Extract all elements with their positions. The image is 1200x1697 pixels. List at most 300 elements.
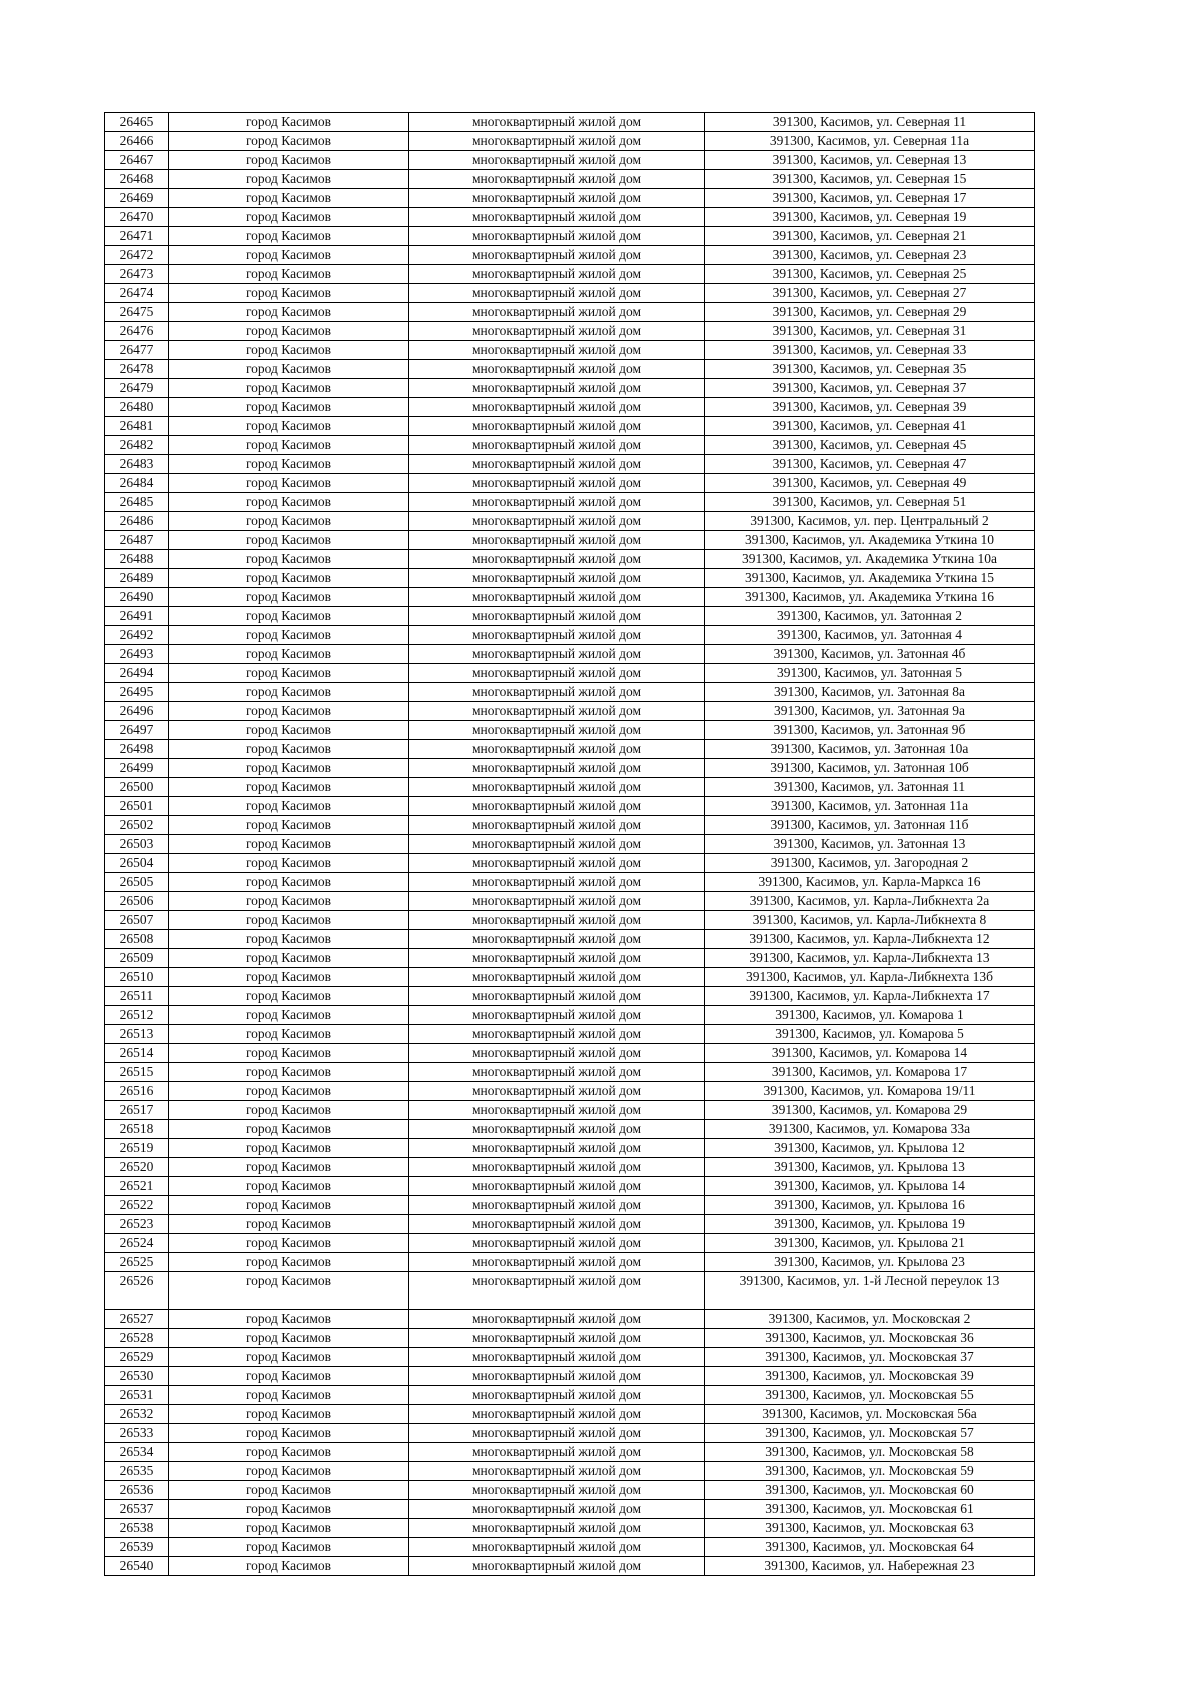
cell-address: 391300, Касимов, ул. Затонная 10а [705,740,1035,759]
cell-locality: город Касимов [169,816,409,835]
cell-number: 26477 [105,341,169,360]
cell-address: 391300, Касимов, ул. Московская 36 [705,1329,1035,1348]
cell-number: 26497 [105,721,169,740]
cell-building-type: многоквартирный жилой дом [409,721,705,740]
table-row [105,493,1035,512]
housing-registry-table [104,112,1035,1576]
cell-building-type: многоквартирный жилой дом [409,1158,705,1177]
cell-number: 26468 [105,170,169,189]
cell-building-type: многоквартирный жилой дом [409,189,705,208]
cell-address: 391300, Касимов, ул. Крылова 16 [705,1196,1035,1215]
table-row [105,1557,1035,1576]
cell-number: 26510 [105,968,169,987]
cell-number: 26517 [105,1101,169,1120]
cell-locality: город Касимов [169,1177,409,1196]
cell-address: 391300, Касимов, ул. Московская 37 [705,1348,1035,1367]
cell-address: 391300, Касимов, ул. Карла-Маркса 16 [705,873,1035,892]
cell-locality: город Касимов [169,607,409,626]
cell-number: 26476 [105,322,169,341]
cell-number: 26474 [105,284,169,303]
cell-building-type: многоквартирный жилой дом [409,930,705,949]
table-row [105,341,1035,360]
cell-number: 26515 [105,1063,169,1082]
cell-address: 391300, Касимов, ул. Загородная 2 [705,854,1035,873]
cell-building-type: многоквартирный жилой дом [409,645,705,664]
cell-building-type: многоквартирный жилой дом [409,1196,705,1215]
cell-address: 391300, Касимов, ул. Затонная 4б [705,645,1035,664]
cell-number: 26504 [105,854,169,873]
table-row [105,189,1035,208]
table-row [105,208,1035,227]
cell-address: 391300, Касимов, ул. Крылова 12 [705,1139,1035,1158]
table-row [105,1006,1035,1025]
cell-building-type: многоквартирный жилой дом [409,360,705,379]
cell-number: 26529 [105,1348,169,1367]
cell-locality: город Касимов [169,1025,409,1044]
cell-address: 391300, Касимов, ул. Карла-Либкнехта 17 [705,987,1035,1006]
table-row [105,835,1035,854]
table-row [105,322,1035,341]
cell-address: 391300, Касимов, ул. Академика Уткина 15 [705,569,1035,588]
table-row [105,968,1035,987]
table-row [105,227,1035,246]
cell-number: 26539 [105,1538,169,1557]
table-row [105,455,1035,474]
cell-address: 391300, Касимов, ул. Северная 11а [705,132,1035,151]
cell-locality: город Касимов [169,1082,409,1101]
table-row [105,417,1035,436]
cell-building-type: многоквартирный жилой дом [409,322,705,341]
cell-locality: город Касимов [169,113,409,132]
table-row [105,303,1035,322]
cell-locality: город Касимов [169,227,409,246]
table-row [105,1348,1035,1367]
cell-building-type: многоквартирный жилой дом [409,778,705,797]
cell-locality: город Касимов [169,493,409,512]
table-row [105,246,1035,265]
cell-number: 26518 [105,1120,169,1139]
table-row [105,721,1035,740]
cell-building-type: многоквартирный жилой дом [409,987,705,1006]
table-row [105,797,1035,816]
cell-building-type: многоквартирный жилой дом [409,1519,705,1538]
cell-address: 391300, Касимов, ул. Северная 13 [705,151,1035,170]
cell-number: 26511 [105,987,169,1006]
cell-number: 26467 [105,151,169,170]
cell-building-type: многоквартирный жилой дом [409,816,705,835]
cell-building-type: многоквартирный жилой дом [409,1006,705,1025]
cell-locality: город Касимов [169,265,409,284]
cell-address: 391300, Касимов, ул. Московская 39 [705,1367,1035,1386]
cell-address: 391300, Касимов, ул. Карла-Либкнехта 12 [705,930,1035,949]
cell-building-type: многоквартирный жилой дом [409,797,705,816]
table-row [105,645,1035,664]
cell-building-type: многоквартирный жилой дом [409,227,705,246]
cell-building-type: многоквартирный жилой дом [409,1253,705,1272]
cell-building-type: многоквартирный жилой дом [409,873,705,892]
cell-locality: город Касимов [169,1443,409,1462]
cell-building-type: многоквартирный жилой дом [409,607,705,626]
cell-number: 26485 [105,493,169,512]
table-row [105,398,1035,417]
cell-locality: город Касимов [169,930,409,949]
cell-building-type: многоквартирный жилой дом [409,113,705,132]
table-row [105,474,1035,493]
table-row [105,531,1035,550]
cell-building-type: многоквартирный жилой дом [409,1329,705,1348]
table-row [105,512,1035,531]
cell-locality: город Касимов [169,1196,409,1215]
cell-locality: город Касимов [169,721,409,740]
table-row [105,1386,1035,1405]
table-row [105,702,1035,721]
table-row [105,816,1035,835]
table-row [105,379,1035,398]
cell-locality: город Касимов [169,512,409,531]
cell-address: 391300, Касимов, ул. Северная 11 [705,113,1035,132]
cell-number: 26465 [105,113,169,132]
cell-number: 26489 [105,569,169,588]
cell-building-type: многоквартирный жилой дом [409,1139,705,1158]
cell-locality: город Касимов [169,1044,409,1063]
cell-address: 391300, Касимов, ул. Московская 55 [705,1386,1035,1405]
cell-address: 391300, Касимов, ул. Крылова 19 [705,1215,1035,1234]
cell-building-type: многоквартирный жилой дом [409,455,705,474]
cell-address: 391300, Касимов, ул. Комарова 14 [705,1044,1035,1063]
cell-number: 26536 [105,1481,169,1500]
cell-number: 26492 [105,626,169,645]
cell-address: 391300, Касимов, ул. Затонная 10б [705,759,1035,778]
cell-address: 391300, Касимов, ул. Северная 21 [705,227,1035,246]
cell-locality: город Касимов [169,968,409,987]
cell-locality: город Касимов [169,797,409,816]
cell-address: 391300, Касимов, ул. пер. Центральный 2 [705,512,1035,531]
cell-address: 391300, Касимов, ул. Северная 19 [705,208,1035,227]
cell-building-type: многоквартирный жилой дом [409,1234,705,1253]
cell-building-type: многоквартирный жилой дом [409,151,705,170]
cell-address: 391300, Касимов, ул. Московская 64 [705,1538,1035,1557]
cell-number: 26498 [105,740,169,759]
cell-address: 391300, Касимов, ул. Комарова 5 [705,1025,1035,1044]
cell-number: 26516 [105,1082,169,1101]
cell-building-type: многоквартирный жилой дом [409,911,705,930]
cell-building-type: многоквартирный жилой дом [409,759,705,778]
cell-building-type: многоквартирный жилой дом [409,474,705,493]
cell-number: 26531 [105,1386,169,1405]
table-row [105,1139,1035,1158]
cell-address: 391300, Касимов, ул. Северная 35 [705,360,1035,379]
cell-address: 391300, Касимов, ул. Затонная 9а [705,702,1035,721]
cell-building-type: многоквартирный жилой дом [409,417,705,436]
cell-number: 26534 [105,1443,169,1462]
cell-number: 26508 [105,930,169,949]
cell-address: 391300, Касимов, ул. Северная 15 [705,170,1035,189]
cell-building-type: многоквартирный жилой дом [409,892,705,911]
cell-number: 26478 [105,360,169,379]
cell-locality: город Касимов [169,1462,409,1481]
table-row [105,436,1035,455]
cell-locality: город Касимов [169,360,409,379]
cell-building-type: многоквартирный жилой дом [409,436,705,455]
cell-number: 26482 [105,436,169,455]
table-row [105,170,1035,189]
cell-number: 26488 [105,550,169,569]
cell-number: 26503 [105,835,169,854]
table-row [105,1196,1035,1215]
cell-address: 391300, Касимов, ул. Затонная 5 [705,664,1035,683]
cell-locality: город Касимов [169,1272,409,1310]
cell-building-type: многоквартирный жилой дом [409,303,705,322]
cell-number: 26496 [105,702,169,721]
cell-number: 26487 [105,531,169,550]
cell-locality: город Касимов [169,1310,409,1329]
cell-locality: город Касимов [169,1500,409,1519]
cell-building-type: многоквартирный жилой дом [409,1538,705,1557]
cell-number: 26491 [105,607,169,626]
cell-locality: город Касимов [169,1215,409,1234]
cell-number: 26507 [105,911,169,930]
cell-number: 26502 [105,816,169,835]
cell-building-type: многоквартирный жилой дом [409,626,705,645]
cell-number: 26493 [105,645,169,664]
cell-address: 391300, Касимов, ул. Северная 45 [705,436,1035,455]
cell-building-type: многоквартирный жилой дом [409,284,705,303]
cell-number: 26540 [105,1557,169,1576]
cell-locality: город Касимов [169,246,409,265]
cell-address: 391300, Касимов, ул. Северная 23 [705,246,1035,265]
table-row [105,607,1035,626]
table-row [105,1234,1035,1253]
cell-building-type: многоквартирный жилой дом [409,1348,705,1367]
cell-building-type: многоквартирный жилой дом [409,949,705,968]
cell-locality: город Касимов [169,1348,409,1367]
cell-address: 391300, Касимов, ул. Комарова 1 [705,1006,1035,1025]
cell-address: 391300, Касимов, ул. Северная 31 [705,322,1035,341]
cell-address: 391300, Касимов, ул. Затонная 8а [705,683,1035,702]
cell-locality: город Касимов [169,170,409,189]
table-row [105,1500,1035,1519]
cell-building-type: многоквартирный жилой дом [409,683,705,702]
cell-locality: город Касимов [169,455,409,474]
cell-locality: город Касимов [169,398,409,417]
cell-building-type: многоквартирный жилой дом [409,1386,705,1405]
cell-building-type: многоквартирный жилой дом [409,664,705,683]
table-row [105,1177,1035,1196]
cell-building-type: многоквартирный жилой дом [409,1462,705,1481]
cell-number: 26471 [105,227,169,246]
cell-locality: город Касимов [169,1120,409,1139]
cell-locality: город Касимов [169,911,409,930]
cell-building-type: многоквартирный жилой дом [409,398,705,417]
cell-locality: город Касимов [169,1367,409,1386]
cell-number: 26532 [105,1405,169,1424]
cell-locality: город Касимов [169,1557,409,1576]
cell-building-type: многоквартирный жилой дом [409,341,705,360]
cell-locality: город Касимов [169,987,409,1006]
table-row [105,1405,1035,1424]
table-row [105,1063,1035,1082]
cell-address: 391300, Касимов, ул. Карла-Либкнехта 8 [705,911,1035,930]
table-row [105,759,1035,778]
cell-address: 391300, Касимов, ул. Северная 33 [705,341,1035,360]
cell-locality: город Касимов [169,151,409,170]
cell-locality: город Касимов [169,835,409,854]
cell-locality: город Касимов [169,1139,409,1158]
cell-locality: город Касимов [169,1386,409,1405]
cell-building-type: многоквартирный жилой дом [409,379,705,398]
cell-number: 26480 [105,398,169,417]
cell-locality: город Касимов [169,626,409,645]
cell-address: 391300, Касимов, ул. Московская 56а [705,1405,1035,1424]
cell-address: 391300, Касимов, ул. Затонная 4 [705,626,1035,645]
cell-locality: город Касимов [169,303,409,322]
table-row [105,1367,1035,1386]
cell-address: 391300, Касимов, ул. Крылова 21 [705,1234,1035,1253]
cell-locality: город Касимов [169,854,409,873]
cell-address: 391300, Касимов, ул. 1-й Лесной переулок 13 [705,1272,1035,1310]
table-row [105,151,1035,170]
cell-number: 26501 [105,797,169,816]
table-row [105,1044,1035,1063]
cell-building-type: многоквартирный жилой дом [409,265,705,284]
table-row [105,873,1035,892]
cell-address: 391300, Касимов, ул. Северная 29 [705,303,1035,322]
cell-building-type: многоквартирный жилой дом [409,740,705,759]
cell-locality: город Касимов [169,645,409,664]
cell-locality: город Касимов [169,1519,409,1538]
cell-number: 26523 [105,1215,169,1234]
cell-building-type: многоквартирный жилой дом [409,1063,705,1082]
cell-address: 391300, Касимов, ул. Северная 47 [705,455,1035,474]
cell-building-type: многоквартирный жилой дом [409,1082,705,1101]
cell-address: 391300, Касимов, ул. Московская 61 [705,1500,1035,1519]
table-row [105,626,1035,645]
cell-number: 26495 [105,683,169,702]
table-row [105,360,1035,379]
cell-number: 26533 [105,1424,169,1443]
cell-locality: город Касимов [169,1538,409,1557]
cell-number: 26505 [105,873,169,892]
cell-number: 26499 [105,759,169,778]
cell-building-type: многоквартирный жилой дом [409,170,705,189]
cell-building-type: многоквартирный жилой дом [409,1424,705,1443]
cell-address: 391300, Касимов, ул. Комарова 17 [705,1063,1035,1082]
table-row [105,1158,1035,1177]
cell-number: 26473 [105,265,169,284]
cell-number: 26514 [105,1044,169,1063]
cell-address: 391300, Касимов, ул. Северная 39 [705,398,1035,417]
table-row [105,550,1035,569]
cell-locality: город Касимов [169,664,409,683]
cell-building-type: многоквартирный жилой дом [409,588,705,607]
cell-address: 391300, Касимов, ул. Московская 2 [705,1310,1035,1329]
cell-address: 391300, Касимов, ул. Московская 60 [705,1481,1035,1500]
cell-locality: город Касимов [169,873,409,892]
table-row [105,949,1035,968]
cell-address: 391300, Касимов, ул. Академика Уткина 16 [705,588,1035,607]
table-row [105,1025,1035,1044]
cell-address: 391300, Касимов, ул. Академика Уткина 10а [705,550,1035,569]
cell-address: 391300, Касимов, ул. Северная 37 [705,379,1035,398]
cell-building-type: многоквартирный жилой дом [409,1557,705,1576]
cell-locality: город Касимов [169,1158,409,1177]
cell-number: 26524 [105,1234,169,1253]
cell-locality: город Касимов [169,1253,409,1272]
cell-address: 391300, Касимов, ул. Северная 51 [705,493,1035,512]
cell-building-type: многоквартирный жилой дом [409,854,705,873]
cell-address: 391300, Касимов, ул. Северная 49 [705,474,1035,493]
cell-number: 26506 [105,892,169,911]
cell-number: 26521 [105,1177,169,1196]
cell-number: 26527 [105,1310,169,1329]
cell-locality: город Касимов [169,379,409,398]
cell-address: 391300, Касимов, ул. Крылова 14 [705,1177,1035,1196]
cell-locality: город Касимов [169,892,409,911]
cell-locality: город Касимов [169,1405,409,1424]
cell-number: 26490 [105,588,169,607]
cell-building-type: многоквартирный жилой дом [409,968,705,987]
cell-building-type: многоквартирный жилой дом [409,702,705,721]
cell-building-type: многоквартирный жилой дом [409,835,705,854]
table-row [105,1101,1035,1120]
cell-number: 26509 [105,949,169,968]
table-row [105,1253,1035,1272]
cell-building-type: многоквартирный жилой дом [409,208,705,227]
cell-number: 26537 [105,1500,169,1519]
cell-number: 26475 [105,303,169,322]
cell-number: 26500 [105,778,169,797]
cell-address: 391300, Касимов, ул. Затонная 11а [705,797,1035,816]
cell-building-type: многоквартирный жилой дом [409,1120,705,1139]
cell-building-type: многоквартирный жилой дом [409,246,705,265]
cell-number: 26520 [105,1158,169,1177]
table-row [105,911,1035,930]
cell-address: 391300, Касимов, ул. Северная 25 [705,265,1035,284]
table-row [105,1424,1035,1443]
cell-address: 391300, Касимов, ул. Северная 27 [705,284,1035,303]
cell-building-type: многоквартирный жилой дом [409,1272,705,1310]
cell-number: 26472 [105,246,169,265]
cell-address: 391300, Касимов, ул. Затонная 9б [705,721,1035,740]
cell-number: 26486 [105,512,169,531]
table-row [105,987,1035,1006]
cell-locality: город Касимов [169,778,409,797]
cell-locality: город Касимов [169,436,409,455]
table-row [105,930,1035,949]
cell-address: 391300, Касимов, ул. Комарова 29 [705,1101,1035,1120]
cell-number: 26484 [105,474,169,493]
registry-body [105,113,1035,1576]
cell-building-type: многоквартирный жилой дом [409,569,705,588]
cell-locality: город Касимов [169,322,409,341]
cell-locality: город Касимов [169,132,409,151]
cell-locality: город Касимов [169,417,409,436]
cell-number: 26522 [105,1196,169,1215]
cell-locality: город Касимов [169,702,409,721]
cell-address: 391300, Касимов, ул. Затонная 13 [705,835,1035,854]
cell-address: 391300, Касимов, ул. Затонная 11б [705,816,1035,835]
table-row [105,683,1035,702]
table-row [105,1329,1035,1348]
cell-building-type: многоквартирный жилой дом [409,1025,705,1044]
cell-building-type: многоквартирный жилой дом [409,1101,705,1120]
table-row [105,1272,1035,1310]
cell-number: 26526 [105,1272,169,1310]
table-row [105,1082,1035,1101]
cell-locality: город Касимов [169,1101,409,1120]
cell-locality: город Касимов [169,1234,409,1253]
table-row [105,588,1035,607]
